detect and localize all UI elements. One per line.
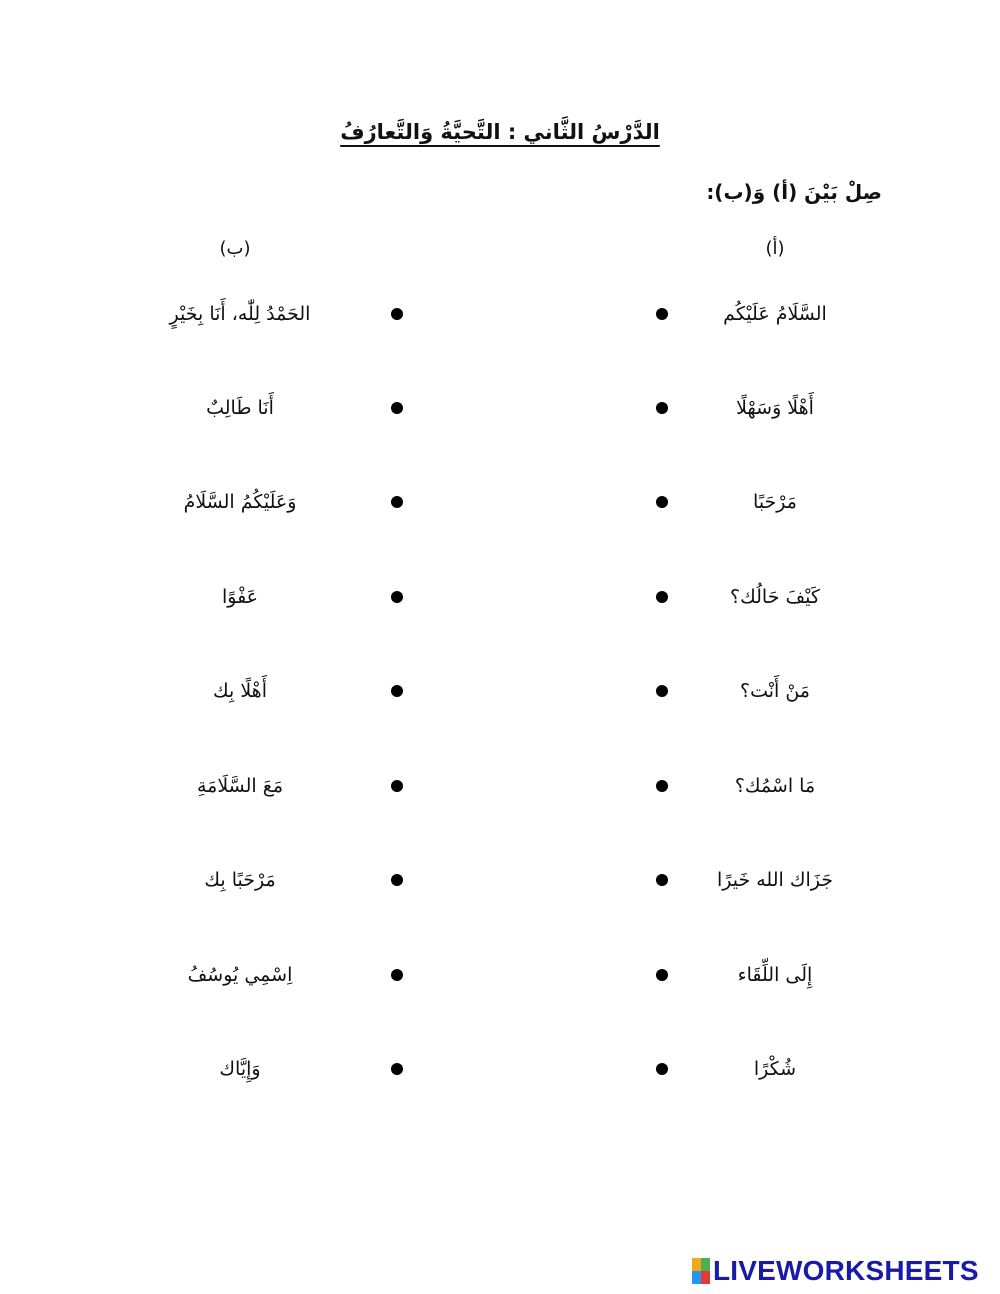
- logo-square-icon: [692, 1258, 701, 1271]
- page-title: الدَّرْسُ الثَّاني : التَّحيَّةُ وَالتَّعارُفُ: [340, 120, 660, 144]
- item-a: شُكْرًا: [753, 1058, 797, 1080]
- item-b: أَنَا طَالِبٌ: [206, 397, 274, 419]
- logo-mark-icon: [692, 1258, 710, 1284]
- instruction: صِلْ بَيْنَ (أ) وَ(ب):: [706, 180, 882, 204]
- logo-square-icon: [701, 1258, 710, 1271]
- item-a: مَرْحَبًا: [753, 491, 797, 513]
- item-a: إِلَى اللِّقَاء: [737, 964, 813, 986]
- item-b: أَهْلًا بِك: [213, 680, 267, 702]
- match-dot-b[interactable]: [391, 685, 403, 697]
- match-dot-b[interactable]: [391, 496, 403, 508]
- match-dot-a[interactable]: [656, 685, 668, 697]
- match-dot-a[interactable]: [656, 874, 668, 886]
- match-dot-b[interactable]: [391, 780, 403, 792]
- match-row: [0, 388, 1000, 428]
- match-dot-a[interactable]: [656, 308, 668, 320]
- logo-square-icon: [701, 1271, 710, 1284]
- match-dot-b[interactable]: [391, 308, 403, 320]
- match-row: [0, 671, 1000, 711]
- match-dot-a[interactable]: [656, 969, 668, 981]
- item-b: الحَمْدُ لِلّٰه، أَنَا بِخَيْرٍ: [169, 303, 311, 325]
- match-row: [0, 294, 1000, 334]
- match-dot-b[interactable]: [391, 591, 403, 603]
- column-b-header: (ب): [219, 238, 251, 259]
- liveworksheets-logo: [692, 1254, 979, 1288]
- match-dot-a[interactable]: [656, 496, 668, 508]
- item-a: مَا اسْمُك؟: [734, 775, 816, 797]
- item-a: أَهْلًا وَسَهْلًا: [736, 397, 814, 419]
- item-b: عَفْوًا: [221, 586, 259, 608]
- column-a-header: (أ): [765, 238, 785, 259]
- item-a: مَنْ أَنْت؟: [740, 680, 810, 702]
- match-dot-a[interactable]: [656, 591, 668, 603]
- item-b: وَعَلَيْكُمُ السَّلَامُ: [183, 491, 297, 513]
- match-row: [0, 860, 1000, 900]
- item-b: وَإِيَّاك: [219, 1058, 261, 1080]
- logo-square-icon: [692, 1271, 701, 1284]
- match-dot-a[interactable]: [656, 1063, 668, 1075]
- match-dot-b[interactable]: [391, 1063, 403, 1075]
- match-row: [0, 482, 1000, 522]
- match-dot-b[interactable]: [391, 969, 403, 981]
- match-dot-b[interactable]: [391, 874, 403, 886]
- match-row: [0, 1049, 1000, 1089]
- match-row: [0, 766, 1000, 806]
- match-row: [0, 955, 1000, 995]
- logo-text: LIVEWORKSHEETS: [713, 1255, 979, 1286]
- match-dot-a[interactable]: [656, 402, 668, 414]
- item-a: السَّلَامُ عَلَيْكُم: [723, 303, 827, 325]
- item-a: كَيْفَ حَالُك؟: [730, 586, 820, 608]
- item-b: اِسْمِي يُوسُفُ: [187, 964, 293, 986]
- item-a: جَزَاك الله خَيرًا: [716, 869, 834, 891]
- item-b: مَعَ السَّلَامَةِ: [196, 775, 284, 797]
- match-dot-a[interactable]: [656, 780, 668, 792]
- item-b: مَرْحَبًا بِك: [204, 869, 276, 891]
- match-dot-b[interactable]: [391, 402, 403, 414]
- match-row: [0, 577, 1000, 617]
